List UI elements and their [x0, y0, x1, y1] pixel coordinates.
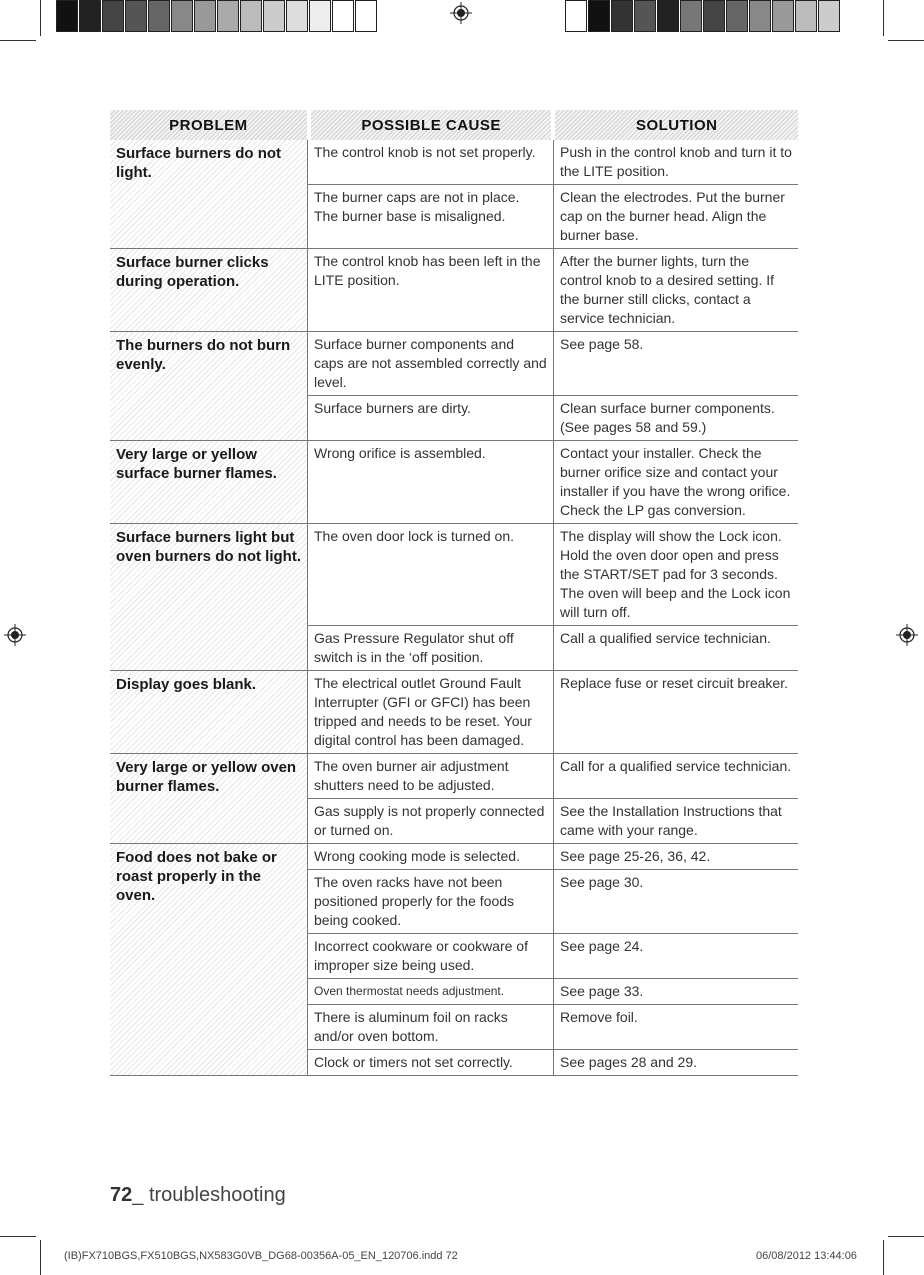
problem-group: [110, 249, 798, 332]
crop-mark-top-left-h: [0, 40, 36, 41]
solution-cell: Clean the electrodes. Put the burner cap on the burner head. Align the burner base.: [560, 189, 785, 243]
table-row: [308, 1050, 798, 1075]
table-row: [308, 249, 798, 331]
table-row: [308, 626, 798, 670]
table-row: [308, 671, 798, 753]
table-row: [308, 844, 798, 870]
table-row: [308, 185, 798, 248]
crop-mark-bottom-left-h: [0, 1236, 36, 1237]
cause-cell: Gas supply is not properly connected or turned on.: [308, 799, 554, 843]
cause-cell: Clock or timers not set correctly.: [308, 1050, 554, 1075]
problem-group: [110, 332, 798, 441]
color-bar-left: [56, 0, 378, 36]
cause-cell: The burner caps are not in place. The burner base is misaligned.: [308, 185, 554, 248]
cause-cell: The control knob has been left in the LITE position.: [308, 249, 554, 331]
problem-cell: Display goes blank.: [110, 671, 308, 753]
registration-crosshair-icon: [450, 2, 472, 24]
problem-group: [110, 524, 798, 671]
problem-cell: Very large or yellow surface burner flames.: [110, 441, 308, 523]
table-row: [308, 870, 798, 934]
solution-cell: See page 30.: [560, 874, 644, 890]
problem-cell: Surface burners do not light.: [110, 140, 308, 248]
problem-cell: Very large or yellow oven burner flames.: [110, 754, 308, 843]
problem-cell: Surface burners light but oven burners do not light.: [110, 524, 308, 670]
table-row: [308, 979, 798, 1005]
solution-cell: Call for a qualified service technician.: [560, 758, 792, 774]
problem-group: [110, 671, 798, 754]
crop-mark-bottom-right-h: [888, 1236, 924, 1237]
crop-mark-top-right-v: [883, 0, 884, 36]
solution-cell: See page 33.: [560, 983, 644, 999]
page-footer: [110, 1184, 286, 1207]
crop-mark-top-right-h: [888, 40, 924, 41]
cause-cell: Wrong cooking mode is selected.: [308, 844, 554, 869]
cause-cell: Surface burner components and caps are not assembled correctly and level.: [308, 332, 554, 395]
table-row: [308, 140, 798, 185]
cause-cell: There is aluminum foil on racks and/or oven bottom.: [308, 1005, 554, 1049]
cause-cell: The oven door lock is turned on.: [308, 524, 554, 625]
cause-cell: The control knob is not set properly.: [308, 140, 554, 184]
header-possible-cause: POSSIBLE CAUSE: [311, 110, 552, 140]
table-row: [308, 934, 798, 979]
solution-cell: After the burner lights, turn the control knob to a desired setting. If the burner still clicks, contact a service technician.: [560, 253, 775, 326]
table-row: [308, 1005, 798, 1050]
problem-cell: The burners do not burn evenly.: [110, 332, 308, 440]
page-number: 72: [110, 1184, 133, 1206]
cause-cell: The oven racks have not been positioned properly for the foods being cooked.: [308, 870, 554, 933]
problem-group: [110, 844, 798, 1076]
table-row: [308, 396, 798, 440]
table-header: [110, 110, 798, 140]
solution-cell: See pages 28 and 29.: [560, 1054, 698, 1070]
registration-crosshair-icon: [4, 624, 26, 646]
solution-cell: Call a qualified service technician.: [560, 630, 771, 646]
table-row: [308, 524, 798, 626]
solution-cell: Push in the control knob and turn it to the LITE position.: [560, 144, 792, 179]
solution-cell: The display will show the Lock icon. Hold the oven door open and press the START/SET pad for 3 seconds. The oven will beep and the Lock icon will turn off.: [560, 528, 791, 620]
crop-mark-top-left-v: [40, 0, 41, 36]
cause-cell: The oven burner air adjustment shutters need to be adjusted.: [308, 754, 554, 798]
cause-cell: Oven thermostat needs adjustment.: [308, 979, 554, 1004]
solution-cell: Contact your installer. Check the burner orifice size and contact your installer if you have the wrong orifice. Check the LP gas conversion.: [560, 445, 791, 518]
color-bar-right: [565, 0, 841, 36]
solution-cell: See page 25-26, 36, 42.: [560, 848, 711, 864]
print-slug-file: (IB)FX710BGS,FX510BGS,NX583G0VB_DG68-00356A-05_EN_120706.indd 72: [64, 1250, 458, 1262]
header-problem: PROBLEM: [110, 110, 307, 140]
problem-cell: Surface burner clicks during operation.: [110, 249, 308, 331]
print-slug-date: 06/08/2012 13:44:06: [756, 1250, 857, 1262]
header-solution: SOLUTION: [555, 110, 798, 140]
footer-separator: _: [132, 1184, 144, 1206]
section-name: troubleshooting: [148, 1184, 286, 1206]
solution-cell: See the Installation Instructions that came with your range.: [560, 803, 782, 838]
table-row: [308, 799, 798, 843]
problem-group: [110, 140, 798, 249]
troubleshooting-table: [110, 110, 798, 1076]
problem-group: [110, 754, 798, 844]
cause-cell: Surface burners are dirty.: [308, 396, 554, 440]
solution-cell: Replace fuse or reset circuit breaker.: [560, 675, 788, 691]
crop-mark-bottom-right-v: [883, 1240, 884, 1275]
solution-cell: Clean surface burner components. (See pages 58 and 59.): [560, 400, 775, 435]
problem-cell: Food does not bake or roast properly in the oven.: [110, 844, 308, 1075]
table-row: [308, 754, 798, 799]
solution-cell: See page 24.: [560, 938, 644, 954]
solution-cell: See page 58.: [560, 336, 644, 352]
cause-cell: The electrical outlet Ground Fault Interrupter (GFI or GFCI) has been tripped and needs to be reset. Your digital control has been damaged.: [308, 671, 554, 753]
crop-mark-bottom-left-v: [40, 1240, 41, 1275]
cause-cell: Wrong orifice is assembled.: [308, 441, 554, 523]
cause-cell: Incorrect cookware or cookware of improper size being used.: [308, 934, 554, 978]
solution-cell: Remove foil.: [560, 1009, 638, 1025]
cause-cell: Gas Pressure Regulator shut off switch is in the ‘off position.: [308, 626, 554, 670]
registration-crosshair-icon: [896, 624, 918, 646]
table-row: [308, 332, 798, 396]
table-row: [308, 441, 798, 523]
problem-group: [110, 441, 798, 524]
